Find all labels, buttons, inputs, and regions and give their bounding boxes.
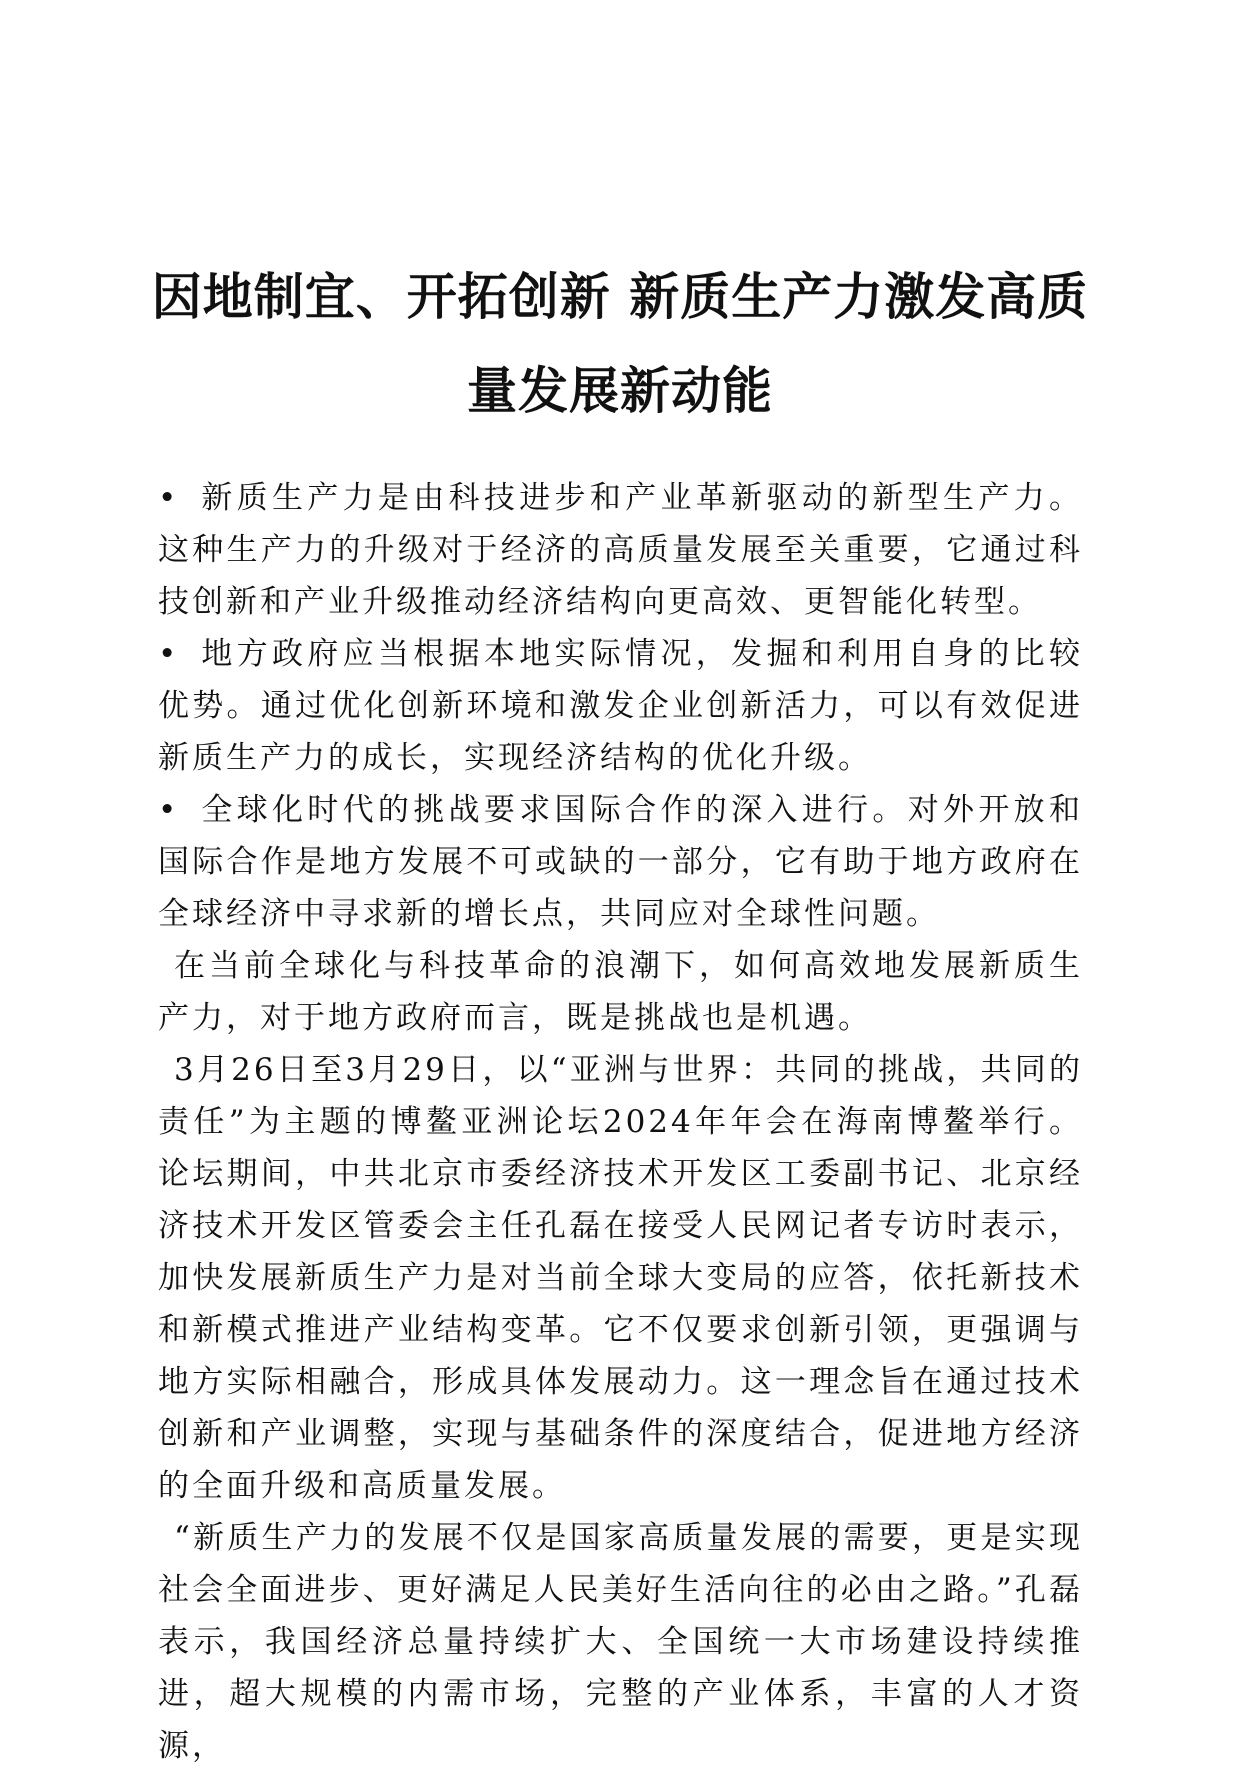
- body-paragraph: 3月26日至3月29日，以“亚洲与世界：共同的挑战，共同的责任”为主题的博鳌亚洲论坛2024年年会在海南博鳌举行。论坛期间，中共北京市委经济技术开发区工委副书记、北京经济技术开发区管委会主任孔磊在接受人民网记者专访时表示，加快发展新质生产力是对当前全球大变局的应答，依托新技术和新模式推进产业结构变革。它不仅要求创新引领，更强调与地方实际相融合，形成具体发展动力。这一理念旨在通过技术创新和产业调整，实现与基础条件的深度结合，促进地方经济的全面升级和高质量发展。: [158, 1052, 1083, 1504]
- body-paragraph: 在当前全球化与科技革命的浪潮下，如何高效地发展新质生产力，对于地方政府而言，既是挑战也是机遇。: [158, 948, 1083, 1036]
- summary-bullet: [158, 472, 1083, 628]
- bullet-dot-icon: •: [158, 480, 180, 516]
- article-title-line-1: 因地制宜、开拓创新 新质生产力激发高质: [151, 267, 1089, 326]
- summary-bullet-text: 全球化时代的挑战要求国际合作的深入进行。对外开放和国际合作是地方发展不可或缺的一部分，它有助于地方政府在全球经济中寻求新的增长点，共同应对全球性问题。: [158, 792, 1083, 932]
- summary-bullet: [158, 628, 1083, 784]
- article-title: [150, 250, 1090, 438]
- body-paragraph: “新质生产力的发展不仅是国家高质量发展的需要，更是实现社会全面进步、更好满足人民美好生活向往的必由之路。”孔磊表示，我国经济总量持续扩大、全国统一大市场建设持续推进，超大规模的内需市场，完整的产业体系，丰富的人才资源，: [158, 1520, 1083, 1764]
- article-title-line-2: 量发展新动能: [467, 361, 773, 420]
- bullet-dot-icon: •: [158, 792, 180, 828]
- summary-bullet-text: 新质生产力是由科技进步和产业革新驱动的新型生产力。这种生产力的升级对于经济的高质量发展至关重要，它通过科技创新和产业升级推动经济结构向更高效、更智能化转型。: [158, 480, 1083, 620]
- summary-bullet-text: 地方政府应当根据本地实际情况，发掘和利用自身的比较优势。通过优化创新环境和激发企业创新活力，可以有效促进新质生产力的成长，实现经济结构的优化升级。: [158, 636, 1083, 776]
- summary-bullet: [158, 784, 1083, 940]
- bullet-dot-icon: •: [158, 636, 180, 672]
- article-body: [158, 472, 1083, 1772]
